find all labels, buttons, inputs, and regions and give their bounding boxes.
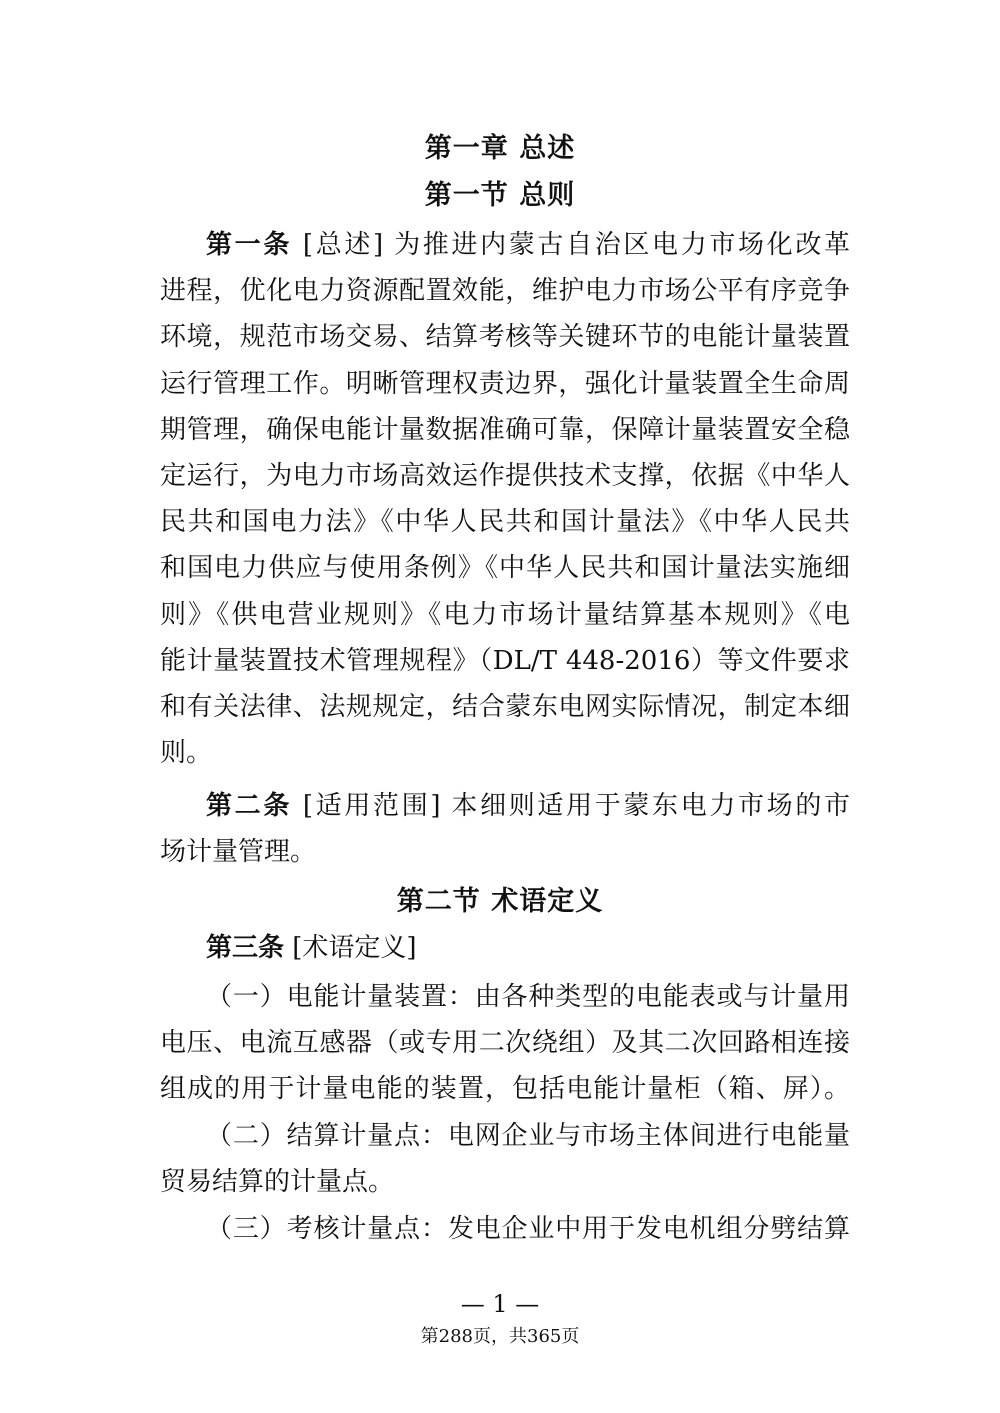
page-number: — 1 — [460,1290,540,1318]
term-1 [160,974,850,1113]
term-2-line: （二）结算计量点：电网企业与市场主体间进行电能量 [206,1121,850,1151]
term-1-line: 电压、电流互感器（或专用二次绕组）及其二次回路相连接 [160,1028,850,1059]
term-1-line: （一）电能计量装置：由各种类型的电能表或与计量用 [206,982,850,1012]
article-1 [160,222,850,776]
term-2 [160,1113,850,1205]
article-1-line: 则》《供电营业规则》《电力市场计量结算基本规则》《电 [160,599,850,630]
article-1-line: 运行管理工作。明晰管理权责边界，强化计量装置全生命周 [160,368,850,399]
article-2-line: 场计量管理。 [160,837,317,868]
section-title-general: 第一节 总则 [424,180,576,211]
page-info: 第288页，共365页 [420,1326,580,1347]
article-1-line: 定运行，为电力市场高效运作提供技术支撑，依据《中华人 [160,460,850,491]
article-1-label: 第一条 [206,230,292,260]
article-1-line: 第一条 [总述] 为推进内蒙古自治区电力市场化改革 [206,230,850,260]
term-3-line: （三）考核计量点：发电企业中用于发电机组分劈结算 [206,1214,850,1244]
section-title-terms: 第二节 术语定义 [396,886,604,917]
article-2-line: 第二条 [适用范围] 本细则适用于蒙东电力市场的市 [206,791,850,821]
term-2-line: 贸易结算的计量点。 [160,1167,395,1198]
article-1-line: 进程，优化电力资源配置效能，维护电力市场公平有序竞争 [160,276,850,307]
article-1-line: 能计量装置技术管理规程》（DL/T 448-2016）等文件要求 [160,645,850,676]
article-2 [160,783,850,875]
article-3 [160,925,850,971]
article-2-label: 第二条 [206,791,292,821]
article-1-line: 则。 [160,738,213,769]
term-3 [160,1206,850,1252]
article-1-line: 环境，规范市场交易、结算考核等关键环节的电能计量装置 [160,322,850,353]
article-3-line: 第三条 [术语定义] [206,933,417,963]
article-1-line: 期管理，确保电能计量数据准确可靠，保障计量装置安全稳 [160,414,850,445]
term-1-line: 组成的用于计量电能的装置，包括电能计量柜（箱、屏）。 [160,1074,850,1105]
article-1-line: 和有关法律、法规规定，结合蒙东电网实际情况，制定本细 [160,691,850,722]
article-1-line: 民共和国电力法》《中华人民共和国计量法》《中华人民共 [160,507,850,538]
chapter-title: 第一章 总述 [424,133,576,164]
article-3-label: 第三条 [206,933,285,963]
article-1-line: 和国电力供应与使用条例》《中华人民共和国计量法实施细 [160,553,850,584]
